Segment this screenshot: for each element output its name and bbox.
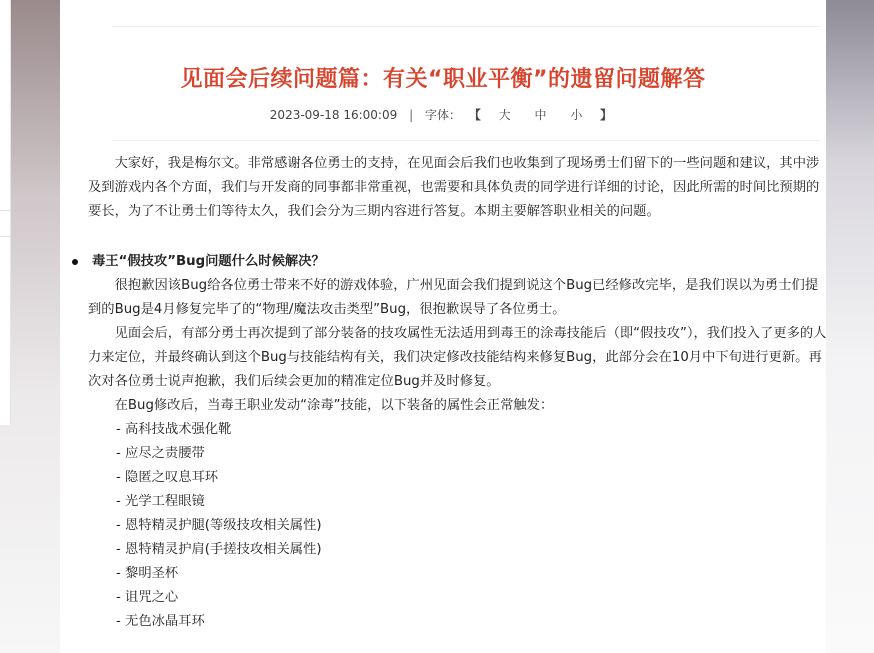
equipment-item: - 无色冰晶耳环 xyxy=(116,614,205,629)
bracket-open: 【 xyxy=(468,108,481,122)
font-size-large-button[interactable]: 大 xyxy=(498,108,511,122)
article-container xyxy=(60,0,826,653)
equipment-item: - 诅咒之心 xyxy=(116,590,179,605)
answer-paragraph: 在Bug修改后，当毒王职业发动“涂毒”技能，以下装备的属性会正常触发： xyxy=(114,398,554,413)
page-title: 见面会后续问题篇：有关“职业平衡”的遗留问题解答 xyxy=(180,67,706,92)
left-side-panel xyxy=(0,0,11,425)
equipment-item: - 高科技战术强化靴 xyxy=(116,422,232,437)
question-heading xyxy=(88,250,828,274)
answer-paragraph: 见面会后，有部分勇士再次提到了部分装备的技攻属性无法适用到毒王的涂毒技能后（即“假技攻”），我们投入了更多的人力来定位，并最终确认到这个Bug与技能结构有关，我们决定修改技能结构来修复Bug，此部分会在10月中下旬进行更新。再次对各位勇士说声抱歉，我们后续会更加的精准定位Bug并及时修复。 xyxy=(88,326,827,389)
font-size-medium-button[interactable]: 中 xyxy=(534,108,547,122)
left-panel-divider xyxy=(0,236,10,237)
intro-paragraph: 大家好，我是梅尔文。非常感谢各位勇士的支持，在见面会后我们也收集到了现场勇士们留下的一些问题和建议，其中涉及到游戏内各个方面，我们与开发商的同事都非常重视，也需要和具体负责的同学进行详细的讨论，因此所需的时间比预期的要长，为了不让勇士们等待太久，我们会分为三期内容进行答复。本期主要解答职业相关的问题。 xyxy=(88,156,820,219)
equipment-item: - 光学工程眼镜 xyxy=(116,494,205,509)
equipment-item: - 恩特精灵护腿(等级技攻相关属性) xyxy=(116,518,322,533)
answer-paragraph: 很抱歉因该Bug给各位勇士带来不好的游戏体验，广州见面会我们提到说这个Bug已经修改完毕，是我们误以为勇士们提到的Bug是4月修复完毕了的“物理/魔法攻击类型”Bug，很抱歉误导了各位勇士。 xyxy=(88,278,819,317)
paragraph-gap xyxy=(88,224,828,250)
font-size-label: 字体： xyxy=(424,108,461,122)
top-divider xyxy=(112,26,820,27)
bracket-close: 】 xyxy=(600,108,613,122)
equipment-item: - 应尽之责腰带 xyxy=(116,446,205,461)
font-size-small-button[interactable]: 小 xyxy=(570,108,583,122)
meta-separator: | xyxy=(409,108,414,122)
question-text: 毒王“假技攻”Bug问题什么时候解决？ xyxy=(92,254,325,269)
equipment-item: - 隐匿之叹息耳环 xyxy=(116,470,219,485)
meta-divider xyxy=(112,140,820,141)
left-panel-divider xyxy=(0,210,10,211)
article-meta xyxy=(60,106,826,123)
publish-datetime: 2023-09-18 16:00:09 xyxy=(269,108,398,122)
equipment-item: - 恩特精灵护肩(手搓技攻相关属性) xyxy=(116,542,322,557)
article-body xyxy=(88,152,828,634)
bullet-icon xyxy=(72,259,78,265)
equipment-item: - 黎明圣杯 xyxy=(116,566,179,581)
right-background xyxy=(826,0,874,653)
